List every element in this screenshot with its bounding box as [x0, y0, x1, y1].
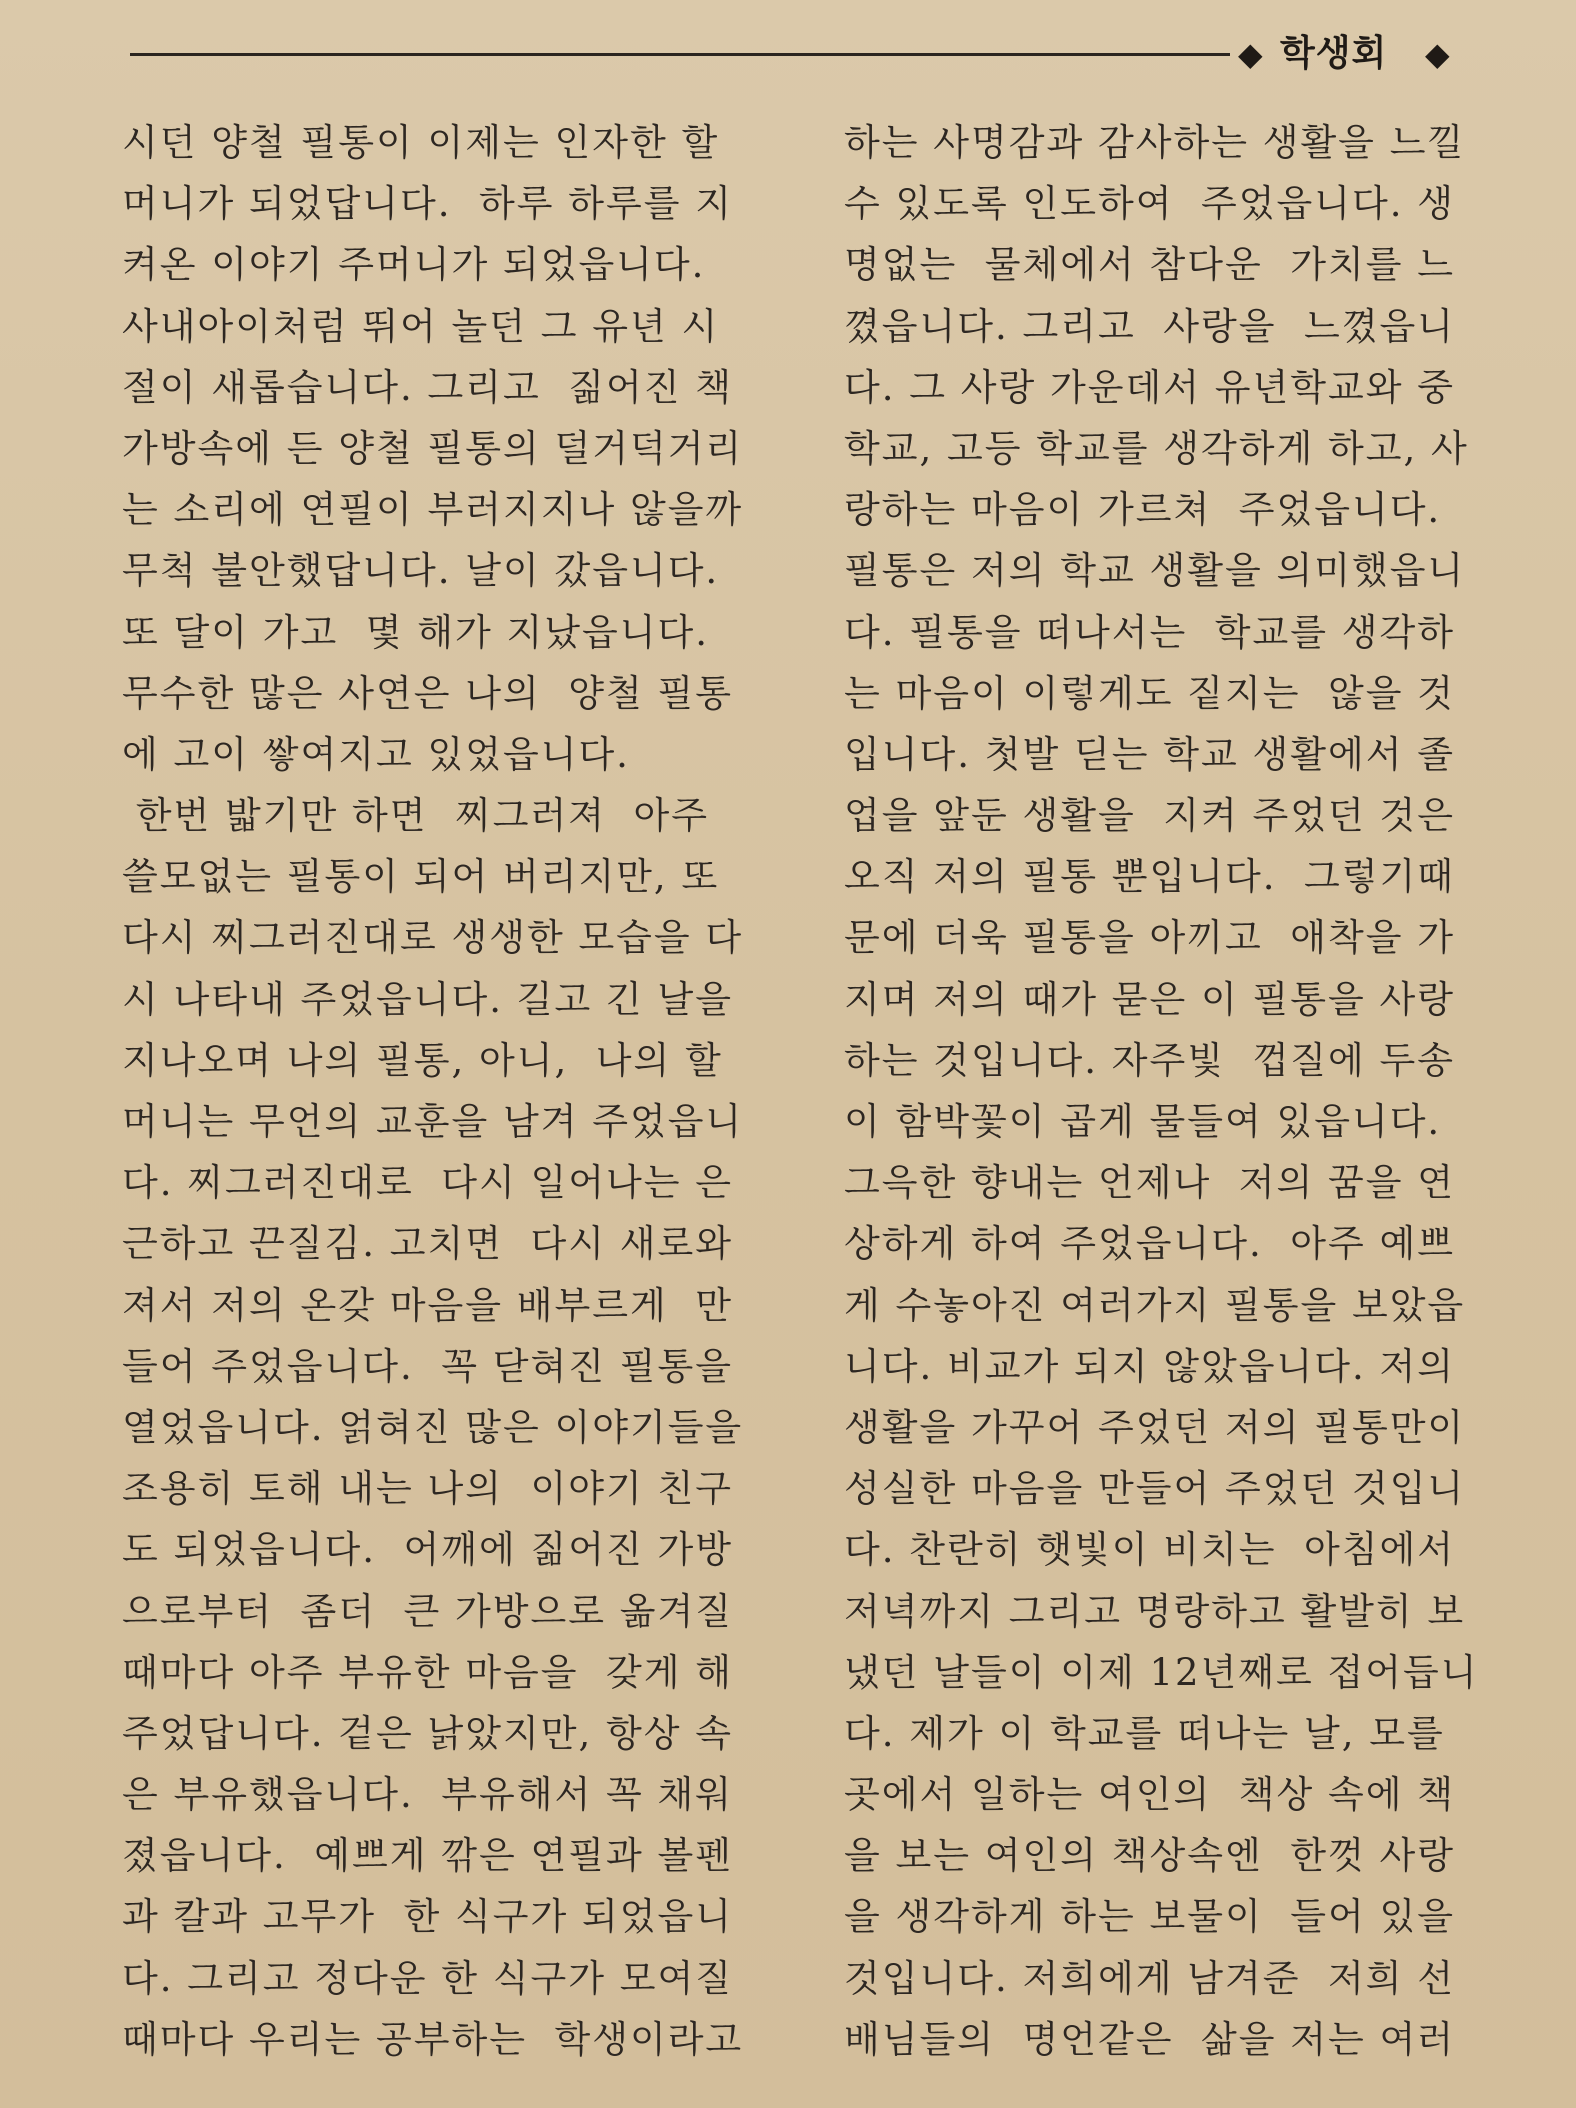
right-column-line: 지며 저의 때가 묻은 이 필통을 사랑 — [844, 977, 1455, 1021]
left-text-column — [122, 112, 782, 2070]
right-column-line: 다. 필통을 떠나서는 학교를 생각하 — [844, 610, 1455, 654]
left-column-line: 가방속에 든 양철 필통의 덜거덕거리 — [122, 426, 744, 470]
right-column-line: 을 보는 여인의 책상속엔 한껏 사랑 — [844, 1834, 1455, 1878]
header-rule — [130, 53, 1230, 56]
right-column-line: 업을 앞둔 생활을 지켜 주었던 것은 — [844, 794, 1455, 838]
left-column-line: 도 되었읍니다. 어깨에 짊어진 가방 — [122, 1528, 733, 1572]
right-column-line: 문에 더욱 필통을 아끼고 애착을 가 — [844, 916, 1455, 960]
left-column-line: 절이 새롭습니다. 그리고 짊어진 책 — [122, 365, 733, 409]
right-column-line: 저녁까지 그리고 명랑하고 활발히 보 — [844, 1589, 1466, 1633]
left-column-line: 다. 찌그러진대로 다시 일어나는 은 — [122, 1161, 733, 1205]
left-column-line: 한번 밟기만 하면 찌그러져 아주 — [122, 794, 709, 838]
right-column-line: 수 있도록 인도하여 주었읍니다. 생 — [844, 182, 1455, 226]
left-column-line: 머니가 되었답니다. 하루 하루를 지 — [122, 182, 733, 226]
right-column-line: 생활을 가꾸어 주었던 저의 필통만이 — [844, 1405, 1466, 1449]
right-column-line: 학교, 고등 학교를 생각하게 하고, 사 — [844, 426, 1469, 470]
left-column-line: 져서 저의 온갖 마음을 배부르게 만 — [122, 1283, 733, 1327]
left-column-line: 때마다 우리는 공부하는 학생이라고 — [122, 2017, 744, 2061]
page-header — [130, 28, 1486, 78]
right-column-line: 다. 그 사랑 가운데서 유년학교와 중 — [844, 365, 1455, 409]
left-column-line: 는 소리에 연필이 부러지지나 않을까 — [122, 488, 744, 532]
left-column-line: 근하고 끈질김. 고치면 다시 새로와 — [122, 1222, 733, 1266]
right-column-line: 는 마음이 이렇게도 짙지는 않을 것 — [844, 671, 1455, 715]
right-column-line: 하는 것입니다. 자주빛 껍질에 두송 — [844, 1038, 1455, 1082]
right-column-line: 것입니다. 저희에게 남겨준 저희 선 — [844, 1956, 1455, 2000]
left-column-line: 시 나타내 주었읍니다. 길고 긴 날을 — [122, 977, 733, 1021]
left-column-line: 주었답니다. 겉은 낡았지만, 항상 속 — [122, 1711, 733, 1755]
left-column-line: 머니는 무언의 교훈을 남겨 주었읍니 — [122, 1100, 744, 1143]
diamond-right-icon: ◆ — [1425, 35, 1450, 73]
right-column-line: 곳에서 일하는 여인의 책상 속에 책 — [844, 1773, 1455, 1817]
left-column-line: 켜온 이야기 주머니가 되었읍니다. — [122, 243, 706, 287]
right-column-line: 명없는 물체에서 참다운 가치를 느 — [844, 243, 1455, 287]
right-column-line: 다. 찬란히 햇빛이 비치는 아침에서 — [844, 1528, 1455, 1572]
right-column-line: 오직 저의 필통 뿐입니다. 그렇기때 — [844, 855, 1455, 899]
left-column-line: 조용히 토해 내는 나의 이야기 친구 — [122, 1467, 733, 1511]
right-column-line: 니다. 비교가 되지 않았읍니다. 저의 — [844, 1344, 1455, 1388]
left-column-line: 들어 주었읍니다. 꼭 닫혀진 필통을 — [122, 1344, 733, 1388]
right-column-line: 꼈읍니다. 그리고 사랑을 느꼈읍니 — [844, 304, 1455, 348]
right-column-line: 상하게 하여 주었읍니다. 아주 예쁘 — [844, 1222, 1455, 1266]
right-column-line: 랑하는 마음이 가르쳐 주었읍니다. — [844, 488, 1442, 532]
right-column-line: 냈던 날들이 이제 12년째로 접어듭니 — [844, 1650, 1479, 1694]
left-column-line: 또 달이 가고 몇 해가 지났읍니다. — [122, 610, 709, 654]
left-column-line: 무수한 많은 사연은 나의 양철 필통 — [122, 671, 733, 715]
left-column-line: 열었읍니다. 얽혀진 많은 이야기들을 — [122, 1405, 744, 1449]
right-column-line: 게 수놓아진 여러가지 필통을 보았읍 — [844, 1283, 1466, 1327]
right-column-line: 성실한 마음을 만들어 주었던 것입니 — [844, 1467, 1466, 1511]
right-column-line: 이 함박꽃이 곱게 물들여 있읍니다. — [844, 1100, 1442, 1143]
right-column-line: 하는 사명감과 감사하는 생활을 느낄 — [844, 121, 1466, 164]
right-column-line: 입니다. 첫발 딛는 학교 생활에서 졸 — [844, 732, 1455, 776]
right-column-line: 필통은 저의 학교 생활을 의미했읍니 — [844, 549, 1466, 593]
left-column-line: 졌읍니다. 예쁘게 깎은 연필과 볼펜 — [122, 1834, 733, 1878]
left-column-line: 과 칼과 고무가 한 식구가 되었읍니 — [122, 1895, 733, 1939]
left-column-line: 사내아이처럼 뛰어 놀던 그 유년 시 — [122, 304, 720, 348]
left-column-line: 다시 찌그러진대로 생생한 모습을 다 — [122, 916, 744, 960]
left-column-line: 다. 그리고 정다운 한 식구가 모여질 — [122, 1956, 733, 2000]
left-column-line: 시던 양철 필통이 이제는 인자한 할 — [122, 121, 720, 164]
right-column-line: 그윽한 향내는 언제나 저의 꿈을 연 — [844, 1161, 1455, 1205]
section-title: 학생회 — [1280, 33, 1388, 74]
right-column-line: 을 생각하게 하는 보물이 들어 있을 — [844, 1895, 1455, 1939]
diamond-left-icon: ◆ — [1238, 35, 1263, 73]
left-column-line: 무척 불안했답니다. 날이 갔읍니다. — [122, 549, 720, 593]
right-column-line: 배님들의 명언같은 삶을 저는 여러 — [844, 2017, 1455, 2061]
right-column-line: 다. 제가 이 학교를 떠나는 날, 모를 — [844, 1711, 1445, 1755]
left-column-line: 쓸모없는 필통이 되어 버리지만, 또 — [122, 855, 720, 899]
left-column-line: 으로부터 좀더 큰 가방으로 옮겨질 — [122, 1589, 733, 1633]
left-column-line: 은 부유했읍니다. 부유해서 꼭 채워 — [122, 1773, 733, 1817]
right-text-column — [844, 112, 1504, 2070]
left-column-line: 에 고이 쌓여지고 있었읍니다. — [122, 732, 630, 776]
left-column-line: 때마다 아주 부유한 마음을 갖게 해 — [122, 1650, 733, 1694]
left-column-line: 지나오며 나의 필통, 아니, 나의 할 — [122, 1038, 723, 1082]
